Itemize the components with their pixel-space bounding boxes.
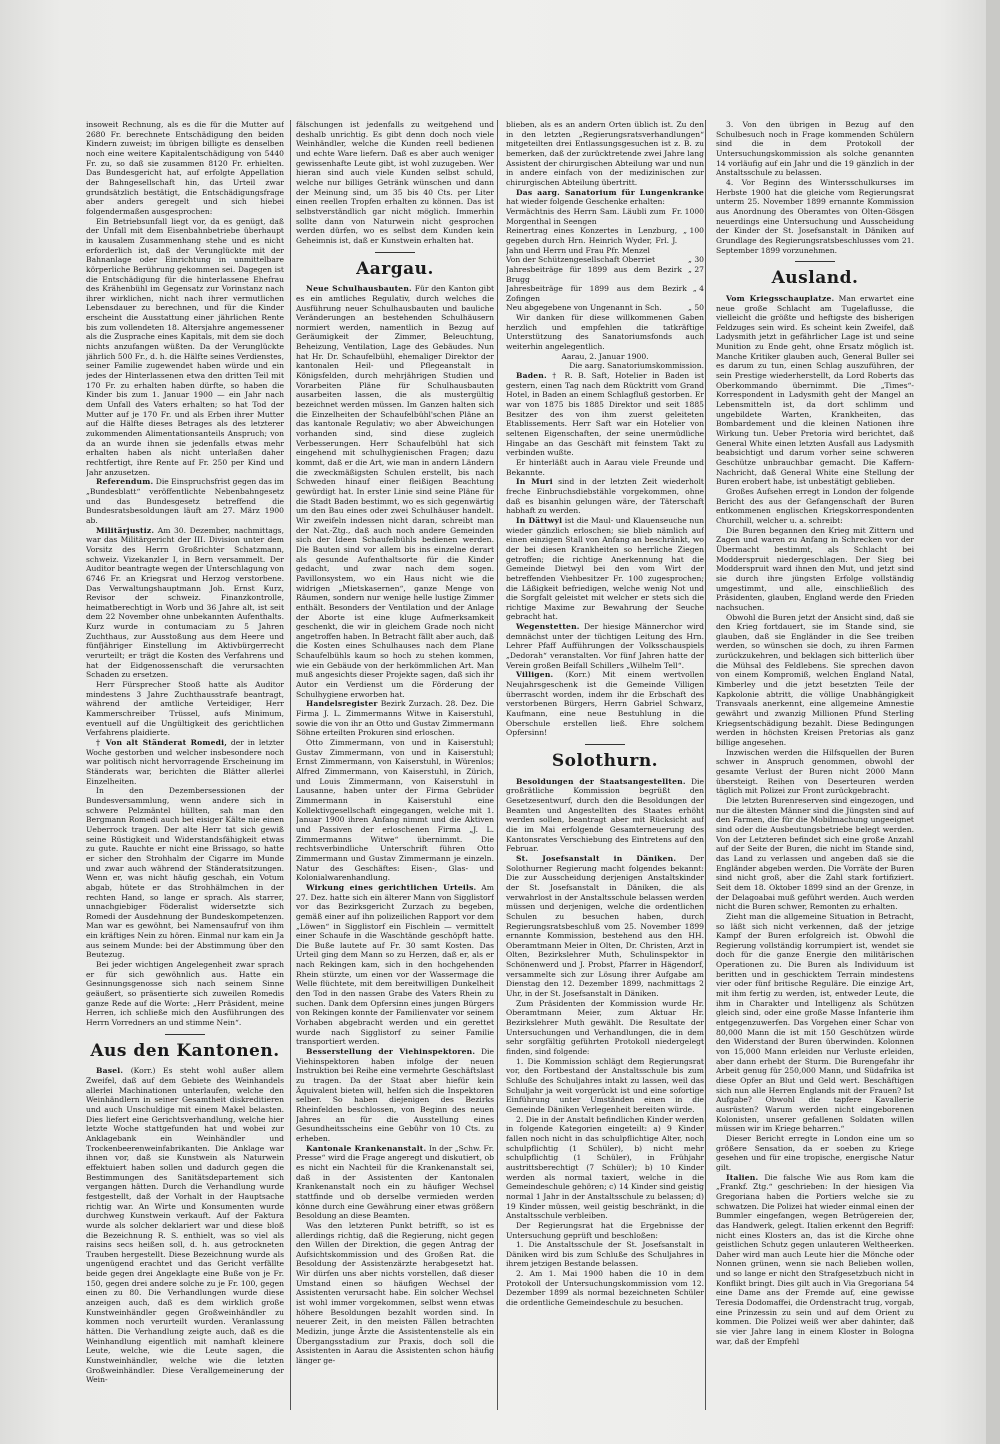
article-paragraph: In den Dezembersessionen der Bundesversammlung, wenn andere sich in schwere Pelzmäntel hüllten, sah man den Bergmann Romedi auch bei eisiger Kälte nie einen Ueberrock tragen. Der alte Herr tat sich gewiß seine Rüstigkeit und Widerstandsfähigkeit etwas zu gute. Rauchte er nicht eine Brissago, so hatte er sicher den Strohhalm der Cigarre im Munde und zwar auch während der Ständeratsitzungen. Wenn er, was nicht häufig geschah, ein Votum abgab, hütete er das Strohhälmchen in der rechten Hand, so lange er sprach. Als starrer, unnachgiebiger Föderalist widersetzte sich Romedi der Ausdehnung der Bundeskompetenzen. Man war es gewöhnt, bei Namensaufruf von ihm ein kräftiges Nein zu hören. Einmal nur kam ein Ja aus seinem Munde: bei der Abstimmung über den Beutezug. bbox=[86, 786, 284, 960]
donation-amount: „ 27 bbox=[687, 264, 704, 274]
section-heading-ausland: Ausland. bbox=[771, 268, 859, 289]
article-paragraph bbox=[506, 371, 704, 458]
article-text: ist die Maul- und Klauenseuche nun wieder gänzlich erloschen; sie blieb nämlich auf einen einzigen Stall von Anfang an beschränkt, wo der bei diesen Krankheiten so herrliche Ziegen getroffen; die richtige Anerkennung hat die Gemeinde Dietwyl bei den vom Wirt der betreffenden Viehbesitzer Fr. 100 zugesprochen; die Läßigkeit befriedigen, welche wenig Not und die Sorgfalt geleistet mit welcher er stets sich die richtige Maxime zur Bewahrung der Seuche gebracht hat. bbox=[506, 515, 704, 622]
article-keyword: Kantonale Krankenanstalt. bbox=[306, 1143, 427, 1153]
article-paragraph: Was den letzteren Punkt betrifft, so ist es allerdings richtig, daß die Regierung, nicht gegen den Willen der Direktion, die gegen Antrag der Aufsichtskommission und des Großen Rat. die Besoldung der Assistenzärzte herabgesetzt hat. Wir dürfen uns aber nichts vorstellen, daß dieser Umstand einen so häufigen Wechsel der Assistenten verursacht habe. Ein solcher Wechsel ist wohl immer vorgekommen, selbst wenn etwas höhere Besoldungen bezahlt worden sind. In neuerer Zeit, in den meisten Fällen betrachten Medizin, junge Ärzte die Assistentenstelle als ein Übergangsstadium zur Praxis, doch soll die Assistenten in Aarau die Assistenten schon häufig länger ge- bbox=[296, 1220, 494, 1366]
article-paragraph bbox=[506, 477, 704, 516]
section-divider bbox=[795, 261, 835, 262]
article-keyword: Wirkung eines gerichtlichen Urteils. bbox=[306, 882, 477, 892]
list-item bbox=[506, 255, 704, 265]
article-keyword: Wegenstetten. bbox=[516, 622, 580, 632]
article-paragraph: Obwohl die Buren jetzt der Ansicht sind, daß sie den Krieg fortdauert, sie im Stande sind, sie glauben, daß sie Engländer in die See treiben werden, so wünschen sie doch, zu ihren Farmen zurückzukehren, und beklagen sich bitterlich über die Mühsal des Feldlebens. Sie sprechen davon von einem Kompromiß, welchen England Natal, Kimberley und die jetzt besetzten Teile der Kapkolonie abtritt, die völlige Unabhängigkeit Transvaals anerkennt, eine allgemeine Amnestie gewährt und zwanzig Millionen Pfund Sterling Kriegsentschädigung bezahlt. Diese Bedingungen werden in höchsten Kreisen Pretorias als ganz billige angesehen. bbox=[716, 612, 914, 748]
article-text: sind in der letzten Zeit wiederholt freche Einbruchsdiebstähle vorgekommen, ohne daß es bisanhin gelungen wäre, der Täterschaft habhaft zu werden. bbox=[506, 477, 704, 516]
page-spine-shadow bbox=[986, 0, 1000, 1444]
section-divider bbox=[165, 1034, 205, 1035]
article-paragraph: Zieht man die allgemeine Situation in Betracht, so läßt sich nicht verkennen, daß der jetzige Kampf der Buren erfolgreich ist. Obwohl die Regierung vollständig korrumpiert ist, wendet sie doch für die ganze Energie den militärischen Operationen zu. Die Buren als Individuum ist beritten und in geschicktem Terrain mindestens vier oder fünf britische Reguläre. Die einzige Art, mit ihm fertig zu werden, ist, entweder Leute, die ihm in Charakter und Intelligenz als Schützen gleich sind, oder eine große Masse Infanterie ihm entgegenzuwerfen. Das Vorgehen einer Schar von 80,000 Mann die ist mit 150 Geschützen würde den Widerstand der Buren überwinden. Kolonnen von 15,000 Mann erleiden nur Verluste erleiden, aber dann erhebt der Sturm. Die Burengefahr ihr Arbeit genug für 250,000 Mann, und Südafrika ist diese Opfer an Blut und Geld wert. Beschäftigen sich nun alle Herren Englands mit der Frauen? Ist Aufgabe? Obwohl die tapfere Kavallerie ausrüsten? Warum werden nicht eingeborenen Kolonisten, unserer gefallenen Soldaten willen müssen wir im Kriege beharren.“ bbox=[716, 911, 914, 1134]
list-item bbox=[506, 226, 704, 255]
donation-list bbox=[506, 207, 704, 313]
article-paragraph bbox=[506, 777, 704, 854]
article-paragraph bbox=[86, 738, 284, 786]
section-heading-kantonen: Aus den Kantonen. bbox=[90, 1040, 280, 1061]
article-text: Die Einspruchsfrist gegen das im „Bundesblatt“ veröffentlichte Nebenbahngesetz und das Bundesgesetz betreffend die Bundesratsbesoldungen läuft am 27. März 1900 ab. bbox=[86, 477, 284, 525]
article-keyword: In Dättwyl bbox=[516, 515, 563, 525]
donation-label: Von der Schützengesellschaft Oberriet bbox=[506, 255, 655, 265]
donation-label: Vermächtnis des Herrn Sam. Läubli zum Morgenthal in Seengen bbox=[506, 206, 666, 226]
article-text: Am 27. Dez. hatte sich ein älterer Mann von Sigglistorf vor das Bezirksgericht Zurzach zu begeben, gemäß einer auf ihn polizeilichen Rapport vor dem „Löwen“ in Sigglistorf ein Fischlein — vermittelt einer Schaufe in die Waschtände geschöpft hatte. Die Buße lautete auf Fr. 30 samt Kosten. Das Urteil ging dem Mann so zu Herzen, daß er, als er nach Rekingen kam, sich in den hochgehenden Rhein stürzte, um einen vor der Wassermage die Welle flüchtete, mit dem bereitwilligen Dunkelheit den Tod in den nassen Grabe des Vaters Rhein zu suchen. Dank dem Opfersinn eines jungen Bürgers von Rekingen konnte der Familienvater vor seinem Vorhaben abgebracht werden und ein gerettet wurde nach Sigglistorf zu seiner Familie transportiert werden. bbox=[296, 882, 494, 1047]
section-divider bbox=[375, 252, 415, 253]
article-text: † R. B. Saft, Hotelier in Baden ist gestern, einen Tag nach dem Rücktritt vom Grand Hotel, in Baden an einem Schlagfluß gestorben. Er war von 1875 bis 1885 Direktor und seit 1885 Besitzer des von ihm zuerst geleiteten Etablissements. Herr Saft war ein Hotelier von seltenen Eigenschaften, der seine unermüdliche Hingabe an das Geschäft mit feinstem Takt zu verbinden wußte. bbox=[506, 371, 704, 458]
article-paragraph: Bei jeder wichtigen Angelegenheit zwar sprach er für sich gewöhnlich aus. Hatte ein Gesinnungsgenosse sich nach seinem Sinne geäußert, so präsentierte sich zuweilen Romedis ganze Rede auf die Worte: „Herr Präsident, meine Herren, ich schließe mich den Ausführungen des Herrn Vorredners an und stimme Nein“. bbox=[86, 960, 284, 1028]
article-keyword: Besoldungen der Staatsangestellten. bbox=[516, 776, 686, 786]
text-columns bbox=[86, 120, 914, 1420]
article-paragraph: Der Regierungsrat hat die Ergebnisse der Untersuchung geprüft und beschloßen: bbox=[506, 1220, 704, 1240]
article-keyword: Das aarg. Sanatorium für Lungenkranke bbox=[516, 187, 704, 197]
article-keyword: Italien. bbox=[726, 1172, 759, 1182]
article-paragraph: Ein Betriebsunfall liegt vor, da es genügt, daß der Unfall mit dem Eisenbahnbetriebe überhaupt in kausalem Zusammenhang stehe und es nicht erforderlich ist, daß der Verunglückte mit der Bahnanlage oder Einrichtung in unmittelbare körperliche Berührung gekommen sei. Dagegen ist die Entschädigung für die hinterlassene Ehefrau des Krähenbühl im Gegensatz zur Vorinstanz nach ihrer wirklichen, nicht nach ihrer vermutlichen Lebensdauer zu berechnen, und für die Kinder erscheint die Ausstattung einer jährlichen Rente bis zum vollendeten 18. Altersjahre angemessener als die Zusprache eines Kapitals, mit dem sie doch nichts anzufangen wüßten. Da der Verunglückte jährlich 500 Fr., d. h. die Hälfte seines Verdienstes, seiner Familie zugewendet haben würde und ein jedes der Hinterlassenen etwa den dritten Teil mit 170 Fr. zu erhalten haben dürfte, so haben die Kinder bis zum 1. Januar 1900 — ein Jahr nach dem Unfall des Vaters erhalten; so hat Tod der Mutter auf je 170 Fr. und als Erben ihrer Mutter auf die Hälfte dieses Betrages als des letzterer zukommenden Alimentationsanteils Anspruch; von da an wurde ihnen sie jedenfalls etwas mehr erhalten haben als nicht unterlaßen daher rechtfertigt, ihre Rente auf Fr. 250 per Kind und Jahr anzusetzen. bbox=[86, 216, 284, 477]
article-text: der in letzter Woche gestorben und welcher insbesondere noch war politisch nicht hervorragende Erscheinung im Ständerats war, berichten die Blätter allerlei Einzelheiten. bbox=[86, 738, 284, 786]
article-text: In der „Schw. Fr. Presse“ wird die Frage angeregt und diskutiert, ob es nicht ein Nachteil für die Krankenanstalt sei, daß in der Assistenten der Kantonalen Krankenanstalt noch ein zu häufiger Wechsel stattfinde und ob derselbe vermieden werden könne durch eine Gewährung einer etwas größern Besoldung an diese Beamten. bbox=[296, 1143, 494, 1221]
article-paragraph bbox=[716, 294, 914, 487]
article-paragraph bbox=[716, 1173, 914, 1347]
article-text: Die großrätliche Kommission begrüßt den Gesetzesentwurf, durch den die Besoldungen der Beamten und Angestellten des Staates erhöht werden sollen, beantragt aber mit Rücksicht auf die im Mai erfolgende Gesamterneuerung des Kantonsrates Verschiebung des Eintretens auf den Februar. bbox=[506, 776, 704, 854]
article-paragraph bbox=[506, 854, 704, 999]
article-signature: Die aarg. Sanatoriumskommission. bbox=[569, 361, 704, 371]
section-heading-solothurn: Solothurn. bbox=[551, 751, 659, 771]
article-text: Man erwartet eine neue große Schlacht am Tugelaflusse, die vielleicht die größte und heftigste des bisherigen Feldzuges sein wird. Es scheint kein Zweifel, daß Ladysmith jetzt in gefährlicher Lage ist und seine Munition zu Ende geht, ohne Ersatz möglich ist. Manche Kritiker glauben auch, General Buller sei es darum zu tun, einen Schlag auszuführen, der sein Prestige wiederherstellt, da Lord Roberts das Oberkommando übernimmt. Die „Times“-Korrespondent in Ladysmith geht der Mangel an Lebensmitteln ist, da dort schlimm und ungebildete Warten, Krankheiten, das Bombardement und die kleinen Nationen ihre Wirkung tun. Ueber Pretoria wird berichtet, daß General White einen letzten Ausfall aus Ladysmith beabsichtigt und darum vorher seine schweren Geschütze unbrauchbar gemacht. Die Kaffern-Nachricht, daß General White eine Stellung der Buren erobert habe, ist unbestätigt geblieben. bbox=[716, 293, 914, 487]
column-2 bbox=[296, 120, 494, 1420]
article-paragraph: fälschungen ist jedenfalls zu weitgehend und deshalb unrichtig. Es gibt denn doch noch viele Weinhändler, welche die Kunden reell bedienen und echte Ware liefern. Daß es aber auch weniger gewissenhafte Leute gibt, ist wohl zuzugeben. Wer hieran sind auch viele Kunden selbst schuld, welche nur billiges Getränk wünschen und dann der Meinung sind, um 35 bis 40 Cts. per Liter einen reellen Tropfen erhalten zu können. Das ist selbstverständlich gar nicht möglich. Immerhin sollte dann von Naturwein nicht gesprochen werden dürfen, wo es selbst dem Kunden kein Geheimnis ist, daß er Kunstwein erhalten hat. bbox=[296, 120, 494, 245]
article-keyword: In Muri bbox=[516, 477, 553, 487]
article-paragraph bbox=[296, 699, 494, 738]
article-paragraph bbox=[86, 526, 284, 681]
article-paragraph bbox=[86, 477, 284, 525]
donation-label: Jahresbeiträge für 1899 aus dem Bezirk Brugg bbox=[506, 264, 682, 284]
column-3 bbox=[506, 120, 704, 1420]
article-paragraph bbox=[296, 1144, 494, 1221]
article-keyword: Villigen. bbox=[516, 670, 554, 680]
article-paragraph: Die Buren begannen den Krieg mit Zittern und Zagen und waren zu Anfang in Schrecken vor der Übermacht bestimmt, als Schlacht bei Modderspruit niedergeschlagen. Der Sieg bei Modderspruit ward ihnen den Mut, und jetzt sind sie durch ihre jüngsten Erfolge vollständig umgestimmt, und alle, einschließlich des Präsidenten, glauben, England werde den Frieden nachsuchen. bbox=[716, 525, 914, 612]
article-text: Der hiesige Männerchor wird demnächst unter der tüchtigen Leitung des Hrn. Lehrer Pfaff Aufführungen der Volksschauspiels „Dedorah“ veranstalten. Vor fünf Jahren hatte der Verein großen Beifall Schillers „Wilhelm Tell“. bbox=[506, 622, 704, 670]
donation-amount: Fr. 1000 bbox=[671, 206, 704, 216]
article-paragraph bbox=[506, 188, 704, 207]
donation-label: Neu abgegebene von Ungenannt in Sch. bbox=[506, 303, 662, 313]
article-paragraph bbox=[506, 622, 704, 670]
article-paragraph: 3. Von den übrigen in Bezug auf den Schulbesuch noch in Frage kommenden Schülern sind die in dem Protokoll der Untersuchungskommission als solche genannten 14 vorläufig auf ein Jahr und die 19 gänzlich in der Anstaltsschule zu belassen. bbox=[716, 120, 914, 178]
article-paragraph: Zum Präsidenten der Kommission wurde Hr. Oberamtmann Meier, zum Aktuar Hr. Bezirkslehrer Muth gewählt. Die Resultate der Untersuchungen und Verhandlungen, die in dem sehr sorgfältig geführten Protokoll niedergelegt finden, sind folgende: bbox=[506, 998, 704, 1057]
article-text: (Korr.) Mit einem wertvollen Neujahrsgeschenk ist die Gemeinde Villigen überrascht worden, indem ihr die Erbschaft des verstorbenen Bürgers, Herrn Gabriel Schwarz, Kaufmann, eine neue Bestuhlung in die Oberschule erstellen ließ. Ehre solchem Opfersinn! bbox=[506, 670, 704, 738]
article-text: Am 30. Dezember, nachmittags, war das Militärgericht der III. Division unter dem Vorsitz des Herrn Großrichter Schatzmann, schweiz. Vizekanzler I, in Bern versammelt. Der Auditor beantragte wegen der Unterschlagung von 6746 Fr. an Kriegsrat und Herzog verstorbene. Das Verwaltungshauptmann Joh. Ernst Kurz, Revisor der schweiz. Finanzkontrolle, heimatberechtigt in Worb und 36 Jahre alt, ist seit dem 22 November ohne unbekannten Aufenthalts. Kurz wurde in contumaciam zu 5 Jahren Zuchthaus, zur Ausstoßung aus dem Heere und fünfjähriger Einstellung im Aktivbürgerrecht verurteilt; er trägt die Kosten des Verfahrens und hat der Eidgenossenschaft die verursachten Schaden zu ersetzen. bbox=[86, 525, 284, 680]
article-paragraph: 1. Die Kommission schlägt dem Regierungsrat vor, den Fortbestand der Anstaltsschule bis zum Schluße des Schuljahres intakt zu lassen, weil das Schuljahr ja weit vorgerückt ist und eine sofortige Einführung unter Umständen einen in die Gemeinde Däniken Verlegenheit bereiten würde. bbox=[506, 1056, 704, 1114]
article-keyword: Referendum. bbox=[96, 477, 154, 487]
article-text: Die falsche Wie aus Rom kam die „Frankf. Ztg.“ geschrieben: In der hiesigen Via Gregoriana haben die Portiers welche sie zu schwatzen. Die Polizei hat wieder einmal einen der Bummler eingefangen, wegen Betrügereien der, das Handwerk, gelegt. Italien erkennt den Begriff: nicht eines Klosters an, das ist die Kirche ohne geistlichen Schutz gegen unlauteren Weltheerken. Daher wird man auch Leute hier die Mönche oder Nonnen grünen, wenn sie nach Belieben wollen, und so lange er nicht den Strafgesetzbuch nicht in Konflikt bringt. Dies gilt auch in Via Gregoriana 54 eine Dame ans der Fremde auf, eine gewisse Teresia Dodomaffei, die Ordenstracht trug, vorgab, eine Prinzessin zu sein und auf dem Orient zu kommen. Die Polizei weiß wer aber dahinter, daß sie vier Jahre lang in einem Kloster in Bologna war, daß der Empfehl bbox=[716, 1172, 914, 1346]
article-keyword: Besserstellung der Viehinspektoren. bbox=[306, 1047, 476, 1057]
article-paragraph bbox=[296, 883, 494, 1047]
article-paragraph: Wir danken für diese willkommenen Gaben herzlich und empfehlen die tatkräftige Unterstützung des Sanatoriumsfonds auch weiterhin angelegentlich. bbox=[506, 313, 704, 352]
article-keyword: Vom Kriegsschauplatze. bbox=[726, 293, 835, 303]
article-paragraph: Inzwischen werden die Hilfsquellen der Buren schwer in Anspruch genommen, obwohl der gesamte Verlust der Buren nicht 2000 Mann übersteigt. Reihen von Deserteuren werden täglich mit Polizei zur Front zurückgebracht. bbox=[716, 747, 914, 796]
article-keyword: St. Josefsanstalt in Däniken. bbox=[516, 853, 677, 863]
article-keyword: Handelsregister bbox=[306, 699, 378, 709]
article-paragraph: 4. Vor Beginn des Wintersschulkurses im Herbste 1900 hat die gleiche vom Regierungsrat unterm 25. November 1899 ernannte Kommission aus Anordnung des Oberamtes von Olten-Gösgen neuerdings eine Untersuchung und Ausscheidung der Kinder der St. Josefsanstalt in Däniken auf Grundlage des Regierungsratsbeschlusses vom 21. September 1899 vorzunehmen. bbox=[716, 177, 914, 255]
list-item bbox=[506, 207, 704, 226]
donation-label: Jahresbeiträge für 1899 aus dem Bezirk Zofingen bbox=[506, 284, 687, 303]
article-text: Für den Kanton gibt es ein amtliches Regulativ, durch welches die Ausführung neuer Schulhausbauten und bauliche Veränderungen an bestehenden Schulhäusern normiert werden, namentlich in Bezug auf Geräumigkeit der Zimmer, Beleuchtung, Beheizung, Ventilation, Lage des Gebäudes. Nun hat Hr. Dr. Schaufelbühl, ehemaliger Direktor der kantonalen Heil- und Pflegeanstalt in Königsfelden, durch mehrjährigen Studien und Vorarbeiten Pläne für Schulhausbauten ausarbeiten lassen, die als mustergültig bezeichnet werden müssen. Im Ganzen halten sich die Einzelheiten der Schaufelbühl'schen Pläne an das kantonale Regulativ; wo aber Abweichungen vorhanden sind, sind diese zugleich Verbesserungen. Herr Schaufelbühl hat sich eingehend mit schulhygienischen Fragen; dazu kommt, daß er die Art, wie man in andern Ländern die zweckmäßigsten Schulen erstellt, bis nach Schweden hinauf einer fleißigen Beachtung gewürdigt hat. In erster Linie sind seine Pläne für die Stadt Baden bestimmt, wo es sich gegenwärtig um den Bau eines oder zwei Schulhäuser handelt. Wir zweifeln indessen nicht daran, schreibt man der Nat.-Ztg., daß auch noch andere Gemeinden sich der Ideen Schaufelbühls bedienen werden. Die Bauten sind vor allem bis ins einzelne derart als gesunde Aufenthaltsorte für die Kinder gedacht, und zwar nach dem sogen. Pavillonsystem, wo ein Haus nicht wie die widrigen „Mietskasernen“, ganze Menge von Räumen, sondern nur wenige helle lustige Zimmer enthält. Besonders der Ventilation und der Anlage der Aborte ist eine kluge Aufmerksamkeit geschenkt, die wir in gleichem Grade noch nicht angetroffen haben. In Betracht fällt aber auch, daß die Kosten eines Schulhauses nach dem Plane Schaufelbühls kaum so hoch zu stehen kommen, wie ein Gebäude von der herkömmlichen Art. Man muß angesichts dieser Projekte sagen, daß sich ihr Autor ein Verdienst um die Förderung der Schulhygiene erworben hat. bbox=[296, 284, 494, 699]
article-keyword: Neue Schulhausbauten. bbox=[306, 284, 412, 294]
donation-amount: „ 50 bbox=[687, 303, 704, 313]
article-paragraph: Otto Zimmermann, von und in Kaiserstuhl; Gustav Zimmermann, von und in Kaiserstuhl; Ernst Zimmermann, von Kaiserstuhl, in Würenlos; Alfred Zimmermann, von Kaiserstuhl, in Zürich, und Louis Zimmermann, von Kaiserstuhl in Lausanne, haben unter der Firma Gebrüder Zimmermann in Kaiserstuhl eine Kollektivgesellschaft eingegangen, welche mit 1. Januar 1900 ihren Anfang nimmt und die Aktiven und Passiven der erloschenen Firma „J. L. Zimmermanns Witwe“ übernimmt. Die rechtsverbindliche Unterschrift führen Otto Zimmermann und Gustav Zimmermann je einzeln. Natur des Geschäftes: Eisen-, Glas- und Kolonialwarenhandlung. bbox=[296, 738, 494, 883]
donation-amount: „ 4 bbox=[692, 284, 704, 294]
article-paragraph bbox=[296, 1047, 494, 1144]
donation-label: Reinertrag eines Konzertes in Lenzburg, gegeben durch Hrn. Heinrich Wyder, Frl. J. Jahn und Herrn und Frau Pfr. Menzel bbox=[506, 226, 678, 255]
article-paragraph bbox=[86, 1066, 284, 1385]
section-divider bbox=[585, 744, 625, 745]
column-1 bbox=[86, 120, 284, 1420]
article-paragraph: Herr Fürsprecher Stooß hatte als Auditor mindestens 3 Jahre Zuchthausstrafe beantragt, während der amtliche Verteidiger, Herr Kammerschreiber Trüssel, aufs Minimum, eventuell auf die Ungültigkeit des gerichtlichen Verfahrens plaidierte. bbox=[86, 680, 284, 738]
article-paragraph: Dieser Bericht erregte in London eine um so größere Sensation, da er soeben zu Kriege gesehen und für eine tropische, energische Natur gilt. bbox=[716, 1133, 914, 1172]
article-text: Der Solothurner Regierung macht folgendes bekannt: Die zur Ausscheidung derjenigen Anstaltskinder der St. Josefsanstalt in Däniken, die als verwahrlost in der Anstaltsschule belassen werden müssen und derjenigen, welche die ordentlichen Schulen zu besuchen haben, durch Regierungsratsbeschluß vom 25. November 1899 ernannte Kommission, bestehend aus den HH. Oberamtmann Meier in Olten, Dr. Christen, Arzt in Olten, Bezirkslehrer Muth, Schulinspektor in Schönenwerd und J. Probst, Pfarrer in Hägendorf, versammelte sich zur Lösung ihrer Aufgabe am Dienstag den 12. Dezember 1899, nachmittags 2 Uhr, in der St. Josefsanstalt in Däniken. bbox=[506, 853, 704, 999]
article-paragraph: Er hinterläßt auch in Aarau viele Freunde und Bekannte. bbox=[506, 457, 704, 477]
article-paragraph bbox=[296, 284, 494, 699]
article-paragraph: Die letzten Burenreserven sind eingezogen, und nur die ältesten Männer sind die Jüngsten sind auf den Farmen, die für die Mobilmachung ungeeignet sind oder die Ausbeutungsbetriebe belegt werden. Von der Letzteren befindet sich eine große Anzahl auf der Seite der Buren, die nicht im Stande sind, das Land zu verlassen und angeben daß sie die Engländer abgeben werden. Die Vorräte der Buren sind nicht groß, aber die Zahl stark fortifiziert. Seit dem 18. Oktober 1899 sind an der Grenze, in der Delagoabai muß geführt werden. Auch werden nicht die Buren schwer, Remonten zu erhalten. bbox=[716, 795, 914, 912]
article-paragraph: Großes Aufsehen erregt in London der folgende Bericht des aus der Gefangenschaft der Buren entkommenen englischen Kriegskorrespondenten Churchill, welcher u. a. schreibt: bbox=[716, 486, 914, 525]
article-paragraph bbox=[506, 670, 704, 738]
article-paragraph: blieben, als es an andern Orten üblich ist. Zu den in den letzten „Regierungsratsverhandlungen“ mitgeteilten drei Entlassungsgesuchen ist z. B. zu bemerken, daß der zurücktretende zwei Jahre lang Assistent der chirurgischen Abteilung war und nun in andere einfach von der medizinischen zur chirurgischen Abteilung übertritt. bbox=[506, 120, 704, 187]
article-text: Bezirk Zurzach. 28. Dez. Die Firma J. L. Zimmermanns Witwe in Kaiserstuhl, sowie die von ihr an Otto und Gustav Zimmermann Söhne erteilten Prokuren sind erloschen. bbox=[296, 699, 494, 738]
donation-amount: „ 30 bbox=[687, 255, 704, 265]
article-text: Die Viehinspektoren haben infolge der neuen Instruktion bei Reihe eine vermehrte Geschäftslast zu tragen. Da der Staat aber hiefür kein Äquivalent bieten will, helfen sich die Inspektoren selber. So haben diejenigen des Bezirks Rheinfelden beschlossen, von Beginn des neuen Jahres an für die Ausstellung eines Gesundheitsscheins eine Gebühr von 10 Cts. zu erheben. bbox=[296, 1047, 494, 1143]
list-item bbox=[506, 303, 704, 313]
article-paragraph: 1. Die Anstaltsschule der St. Josefsanstalt in Däniken wird bis zum Schluße des Schuljahres in ihrem jetzigen Bestande belassen. bbox=[506, 1240, 704, 1269]
article-keyword: Militärjustiz. bbox=[96, 525, 155, 535]
section-heading-aargau: Aargau. bbox=[356, 258, 434, 279]
column-4 bbox=[716, 120, 914, 1420]
list-item bbox=[506, 284, 704, 303]
article-paragraph bbox=[506, 516, 704, 622]
article-paragraph: 2. Am 1. Mai 1900 haben die 10 in dem Protokoll der Untersuchungskommission vom 12. Dezember 1899 als normal bezeichneten Schüler die ordentliche Gemeindeschule zu besuchen. bbox=[506, 1269, 704, 1308]
article-text: (Korr.) Es steht wohl außer allem Zweifel, daß auf dem Gebiete des Weinhandels allerlei Machinationen unterlaufen, welche den Weinhändlern in seiner Gesamtheit diskreditieren und auch Unschuldige mit einem Makel belasten. Dies liefert eine Gerichtsverhandlung, welche hier letzte Woche stattgefunden hat und wobei zur Anklagebank ein Weinhändler und Trockenbeerenweinfabrikanten. Die Anklage war ihnen vor, daß sie Kunstwein als Naturwein effektuiert haben sollen und dadurch gegen die Bestimmungen des Sanitätsdepartement sich vergangen hätten. Durch die Verhandlung wurde festgestellt, daß der Vorhalt in der Hauptsache richtig war. An Wirte und Konsumenten wurde durchweg Kunstwein verkauft. Auf der Faktura wurde als solcher deklariert war und diese bloß die Bezeichnung R. S. enthielt, was so viel als raisins secs heißen soll, d. h. aus getrockneten Trauben hergestellt. Diese Bezeichnung wurde als ungenügend erachtet und das Gericht verfällte beide gegen drei Angeklagte eine Buße von je Fr. 150, gegen drei andere solche zu je Fr. 100, gegen einen zu 80. Die Verhandlungen wurde diese anzeigen auch, daß es dem wirklich große Kunstweinhändler gegen Großweinhändler zu kommen noch verurteilt wurden. Veranlassung hätten. Die Verhandlung zeigte auch, daß es die Weinhandlung eigentlich mit namhaft kleinere Leute, welche, wie die Leute sagen, die Kunstweinhändler, welche wie die letzten Großweinhändler. Diese Verallgemeinerung der Wein- bbox=[86, 1066, 284, 1385]
article-dateline: Aarau, 2. Januar 1900. bbox=[561, 351, 649, 361]
article-text: hat wieder folgende Geschenke erhalten: bbox=[506, 197, 665, 207]
article-keyword: Basel. bbox=[96, 1066, 124, 1076]
list-item bbox=[506, 265, 704, 284]
article-keyword: † Von alt Ständerat Romedi, bbox=[96, 738, 228, 747]
donation-amount: „ 100 bbox=[683, 226, 704, 236]
article-paragraph: 2. Die in der Anstalt befindlichen Kinder werden in folgende Kategorien eingeteilt: a) 9 Kinder fallen noch nicht in das schulpflichtige Alter, noch schulpflichtig (1 Schüler), b) nicht mehr schulpflichtig (1 Schüler), in Frühjahr austrittsberechtigt (7 Schüler); b) 10 Kinder werden als normal taxiert, welche in die Gemeindeschule gehören; c) 14 Kinder sind geistig normal 1 Jahr in der Anstaltsschule zu belassen; d) 19 Kinder müssen, weil geistig beschränkt, in die Anstaltsschule verbleiben. bbox=[506, 1114, 704, 1221]
article-paragraph: insoweit Rechnung, als es die für die Mutter auf 2680 Fr. berechnete Entschädigung den beiden Kindern zuweist; im übrigen billigte es denselben noch eine weitere Kapitalentschädigung von 5440 Fr. zu, so daß sie zusammen 8120 Fr. erhielten. Das Bundesgericht hat, auf erfolgte Appellation der Bahngesellschaft hin, das Urteil zwar grundsätzlich bestätigt, die Entschädigungsfrage aber anders geregelt und sich hiebei folgendermaßen ausgesprochen: bbox=[86, 120, 284, 216]
article-keyword: Baden. bbox=[516, 371, 547, 381]
